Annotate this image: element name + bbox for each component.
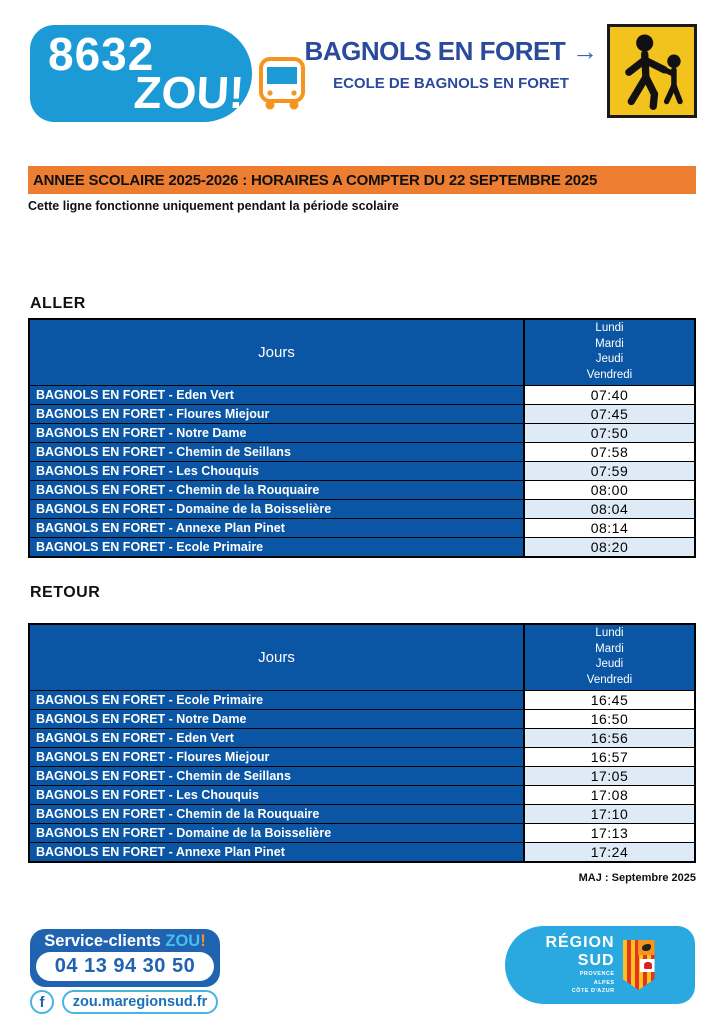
zou-exclamation: ! bbox=[200, 932, 206, 950]
departure-time: 17:10 bbox=[523, 805, 694, 823]
departure-time: 07:58 bbox=[523, 443, 694, 461]
days-header bbox=[523, 320, 694, 385]
route-destination: BAGNOLS EN FORET bbox=[304, 36, 566, 66]
service-label: Service-clients bbox=[44, 932, 161, 950]
departure-time: 16:56 bbox=[523, 729, 694, 747]
stop-name: BAGNOLS EN FORET - Annexe Plan Pinet bbox=[30, 843, 523, 861]
aller-table-header bbox=[30, 320, 694, 385]
day-label: Jeudi bbox=[595, 658, 624, 670]
zou-brand-logo: ZOU! bbox=[132, 67, 246, 118]
school-children-sign bbox=[607, 24, 697, 118]
table-row bbox=[30, 823, 694, 842]
table-row bbox=[30, 442, 694, 461]
stop-name: BAGNOLS EN FORET - Ecole Primaire bbox=[30, 691, 523, 709]
departure-time: 07:59 bbox=[523, 462, 694, 480]
table-row bbox=[30, 537, 694, 556]
departure-time: 08:14 bbox=[523, 519, 694, 537]
stop-name: BAGNOLS EN FORET - Notre Dame bbox=[30, 424, 523, 442]
day-label: Lundi bbox=[595, 627, 624, 639]
facebook-icon: f bbox=[30, 990, 54, 1014]
day-label: Vendredi bbox=[586, 673, 633, 686]
table-row bbox=[30, 766, 694, 785]
departure-time: 16:45 bbox=[523, 691, 694, 709]
school-year-banner bbox=[28, 166, 696, 194]
last-updated-note: MAJ : Septembre 2025 bbox=[578, 872, 696, 884]
service-clients-badge bbox=[30, 929, 220, 987]
phone-pill bbox=[36, 952, 214, 981]
route-header bbox=[296, 36, 606, 92]
region-sub2: ALPES bbox=[593, 979, 615, 986]
departure-time: 17:24 bbox=[523, 843, 694, 861]
departure-time: 16:50 bbox=[523, 710, 694, 728]
table-row bbox=[30, 690, 694, 709]
stop-name: BAGNOLS EN FORET - Chemin de la Rouquaire bbox=[30, 481, 523, 499]
retour-table bbox=[28, 623, 696, 863]
stop-name: BAGNOLS EN FORET - Floures Miejour bbox=[30, 405, 523, 423]
days-header bbox=[523, 625, 694, 690]
stop-name: BAGNOLS EN FORET - Chemin de la Rouquaire bbox=[30, 805, 523, 823]
arrow-icon: → bbox=[571, 36, 598, 66]
route-title bbox=[296, 36, 606, 67]
zou-brand-text: ZOU bbox=[165, 932, 201, 950]
region-sub1: PROVENCE bbox=[579, 971, 615, 978]
table-row bbox=[30, 385, 694, 404]
day-label: Jeudi bbox=[595, 353, 624, 365]
departure-time: 07:40 bbox=[523, 386, 694, 404]
service-clients-label bbox=[30, 932, 220, 951]
stop-name: BAGNOLS EN FORET - Floures Miejour bbox=[30, 748, 523, 766]
route-subtitle: ECOLE DE BAGNOLS EN FORET bbox=[333, 75, 569, 92]
departure-time: 17:05 bbox=[523, 767, 694, 785]
service-period-note: Cette ligne fonctionne uniquement pendant la période scolaire bbox=[28, 199, 399, 213]
day-label: Lundi bbox=[595, 322, 624, 334]
table-row bbox=[30, 842, 694, 861]
stop-name: BAGNOLS EN FORET - Les Chouquis bbox=[30, 786, 523, 804]
region-line1: RÉGION bbox=[545, 934, 615, 952]
stop-name: BAGNOLS EN FORET - Les Chouquis bbox=[30, 462, 523, 480]
table-row bbox=[30, 728, 694, 747]
section-title-aller: ALLER bbox=[30, 295, 86, 312]
departure-time: 07:45 bbox=[523, 405, 694, 423]
stop-name: BAGNOLS EN FORET - Ecole Primaire bbox=[30, 538, 523, 556]
departure-time: 16:57 bbox=[523, 748, 694, 766]
aller-table bbox=[28, 318, 696, 558]
website-pill bbox=[62, 990, 218, 1014]
social-row bbox=[30, 990, 218, 1014]
stop-name: BAGNOLS EN FORET - Chemin de Seillans bbox=[30, 443, 523, 461]
aller-rows bbox=[30, 385, 694, 556]
retour-table-header bbox=[30, 625, 694, 690]
stop-name: BAGNOLS EN FORET - Eden Vert bbox=[30, 386, 523, 404]
day-label: Mardi bbox=[595, 642, 624, 655]
departure-time: 08:20 bbox=[523, 538, 694, 556]
region-sud-text bbox=[545, 935, 614, 995]
region-shield-icon bbox=[623, 940, 655, 990]
table-row bbox=[30, 804, 694, 823]
departure-time: 17:08 bbox=[523, 786, 694, 804]
stop-name: BAGNOLS EN FORET - Eden Vert bbox=[30, 729, 523, 747]
day-label: Vendredi bbox=[586, 368, 633, 381]
table-row bbox=[30, 518, 694, 537]
website-url: zou.maregionsud.fr bbox=[72, 994, 208, 1010]
pedestrians-icon bbox=[615, 32, 689, 110]
departure-time: 08:04 bbox=[523, 500, 694, 518]
eagle-icon bbox=[642, 944, 651, 951]
line-number: 8632 bbox=[48, 28, 155, 80]
table-row bbox=[30, 404, 694, 423]
day-label: Mardi bbox=[595, 337, 624, 350]
table-row bbox=[30, 499, 694, 518]
region-sud-logo bbox=[505, 926, 695, 1004]
banner-title: ANNEE SCOLAIRE 2025-2026 : HORAIRES A COMPTER DU 22 SEPTEMBRE 2025 bbox=[33, 171, 598, 189]
table-row bbox=[30, 461, 694, 480]
table-row bbox=[30, 423, 694, 442]
stop-name: BAGNOLS EN FORET - Domaine de la Boisselière bbox=[30, 500, 523, 518]
table-row bbox=[30, 480, 694, 499]
stop-name: BAGNOLS EN FORET - Chemin de Seillans bbox=[30, 767, 523, 785]
departure-time: 08:00 bbox=[523, 481, 694, 499]
region-sub3: CÔTE D'AZUR bbox=[571, 988, 615, 995]
zou-line-logo bbox=[30, 25, 252, 122]
table-row bbox=[30, 709, 694, 728]
phone-number: 04 13 94 30 50 bbox=[54, 955, 196, 977]
crab-icon bbox=[644, 962, 652, 969]
stop-name: BAGNOLS EN FORET - Domaine de la Boisselière bbox=[30, 824, 523, 842]
retour-rows bbox=[30, 690, 694, 861]
table-row bbox=[30, 747, 694, 766]
region-line2: SUD bbox=[577, 952, 615, 970]
table-row bbox=[30, 785, 694, 804]
departure-time: 07:50 bbox=[523, 424, 694, 442]
stop-name: BAGNOLS EN FORET - Annexe Plan Pinet bbox=[30, 519, 523, 537]
jours-header: Jours bbox=[258, 649, 295, 666]
departure-time: 17:13 bbox=[523, 824, 694, 842]
section-title-retour: RETOUR bbox=[30, 584, 101, 601]
stop-name: BAGNOLS EN FORET - Notre Dame bbox=[30, 710, 523, 728]
jours-header: Jours bbox=[258, 344, 295, 361]
